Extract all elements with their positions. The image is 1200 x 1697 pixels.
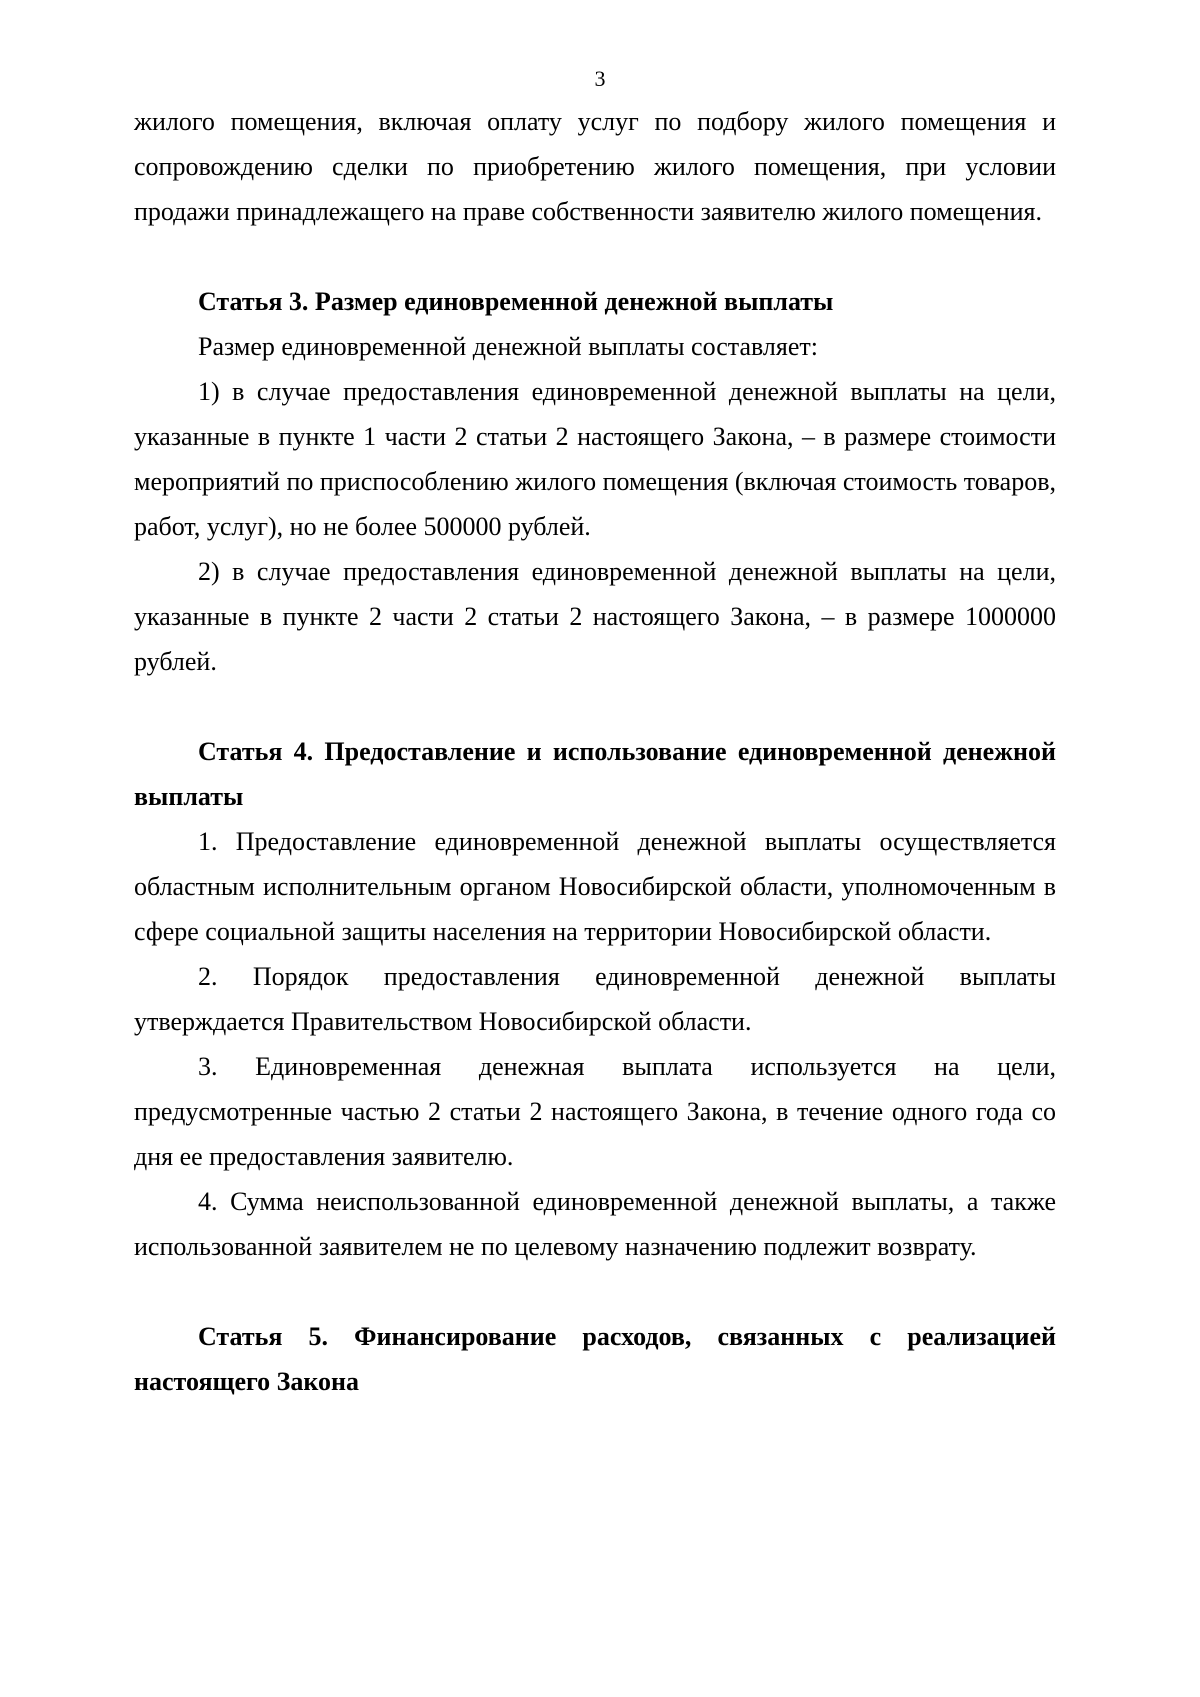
section-gap bbox=[134, 684, 1056, 729]
article-4-item-2: 2. Порядок предоставления единовременной денежной выплаты утверждается Правительством Новосибирской области. bbox=[134, 962, 1056, 1036]
article-3-item-1: 1) в случае предоставления единовременной денежной выплаты на цели, указанные в пункте 1 части 2 статьи 2 настоящего Закона, – в размере стоимости мероприятий по приспособлению жилого помещения (включая стоимость товаров, работ, услуг), но не более 500000 рублей. bbox=[134, 377, 1056, 541]
article-4-heading: Статья 4. Предоставление и использование единовременной денежной выплаты bbox=[134, 737, 1056, 811]
article-5-heading: Статья 5. Финансирование расходов, связанных с реализацией настоящего Закона bbox=[134, 1322, 1056, 1396]
article-3-item-2: 2) в случае предоставления единовременной денежной выплаты на цели, указанные в пункте 2 части 2 статьи 2 настоящего Закона, – в размере 1000000 рублей. bbox=[134, 557, 1056, 676]
page-number: 3 bbox=[594, 66, 606, 91]
section-gap bbox=[134, 234, 1056, 279]
article-3-heading: Статья 3. Размер единовременной денежной выплаты bbox=[198, 287, 834, 316]
article-3-intro: Размер единовременной денежной выплаты составляет: bbox=[198, 332, 818, 361]
document-body bbox=[134, 99, 1056, 1404]
article-4-item-4: 4. Сумма неиспользованной единовременной денежной выплаты, а также использованной заявителем не по целевому назначению подлежит возврату. bbox=[134, 1187, 1056, 1261]
continuation-paragraph: жилого помещения, включая оплату услуг по подбору жилого помещения и сопровождению сделки по приобретению жилого помещения, при условии продажи принадлежащего на праве собственности заявителю жилого помещения. bbox=[134, 107, 1056, 226]
section-gap bbox=[134, 1269, 1056, 1314]
article-4-item-3: 3. Единовременная денежная выплата используется на цели, предусмотренные частью 2 статьи 2 настоящего Закона, в течение одного года со дня ее предоставления заявителю. bbox=[134, 1052, 1056, 1171]
article-4-item-1: 1. Предоставление единовременной денежной выплаты осуществляется областным исполнительным органом Новосибирской области, уполномоченным в сфере социальной защиты населения на территории Новосибирской области. bbox=[134, 827, 1056, 946]
